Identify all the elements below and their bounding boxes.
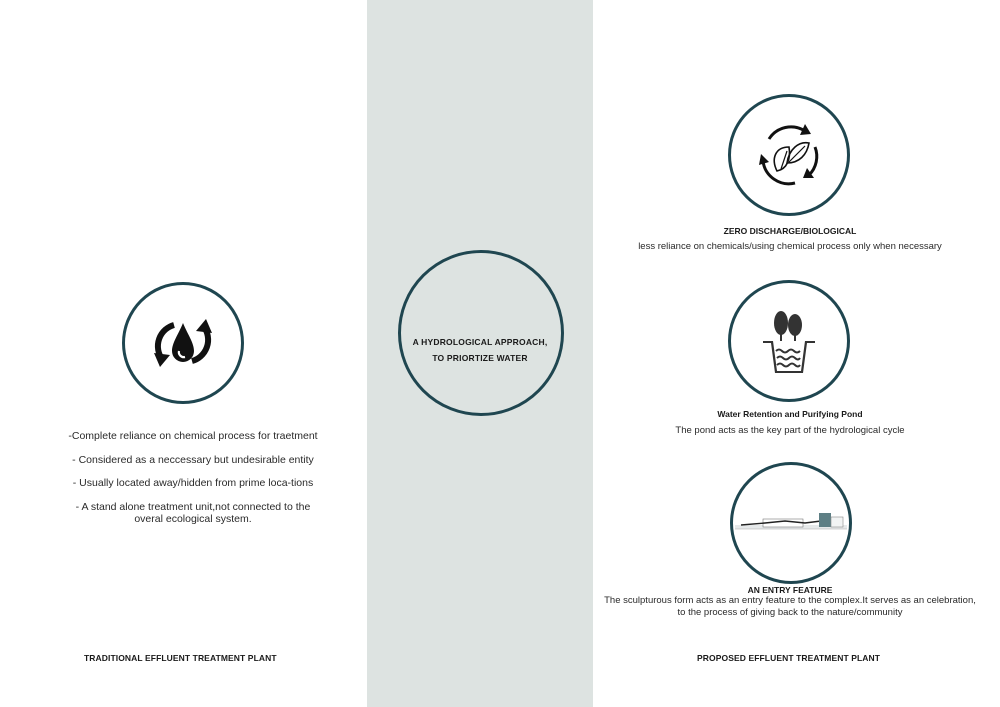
feature-desc-entry: The sculpturous form acts as an entry feature to the complex.It serves as an celebration, to the process of giving back to the nature/community	[604, 595, 976, 618]
traditional-point: - Considered as a neccessary but undesirable entity	[72, 453, 314, 466]
zero-discharge-icon-ring	[728, 94, 850, 216]
traditional-label: TRADITIONAL EFFLUENT TREATMENT PLANT	[84, 653, 277, 663]
pond-icon-ring	[728, 280, 850, 402]
traditional-icon-ring	[122, 282, 244, 404]
proposed-label: PROPOSED EFFLUENT TREATMENT PLANT	[697, 653, 881, 663]
pond-trees-icon	[759, 309, 819, 373]
center-line-2: TO PRIORTIZE WATER	[432, 353, 528, 363]
feature-title-entry: AN ENTRY FEATURE	[747, 585, 833, 595]
center-statement	[398, 334, 562, 366]
center-ring	[398, 250, 564, 416]
feature-desc-zero-discharge: less reliance on chemicals/using chemical process only when necessary	[638, 241, 942, 252]
traditional-point: - A stand alone treatment unit,not connected to the overal ecological system.	[75, 500, 311, 525]
entry-feature-icon-ring	[730, 462, 852, 584]
traditional-points	[68, 430, 318, 537]
leaf-cycle-icon	[751, 117, 827, 193]
feature-title-zero-discharge: ZERO DISCHARGE/BIOLOGICAL	[723, 226, 857, 236]
entry-structure-icon	[735, 503, 847, 543]
center-line-1: A HYDROLOGICAL APPROACH,	[412, 337, 548, 347]
traditional-point: -Complete reliance on chemical process for traetment	[68, 430, 318, 442]
water-recycle-icon	[148, 313, 218, 373]
traditional-point: - Usually located away/hidden from prime loca-tions	[72, 477, 314, 489]
feature-desc-pond: The pond acts as the key part of the hydrological cycle	[675, 425, 905, 436]
feature-title-pond: Water Retention and Purifying Pond	[717, 409, 863, 419]
